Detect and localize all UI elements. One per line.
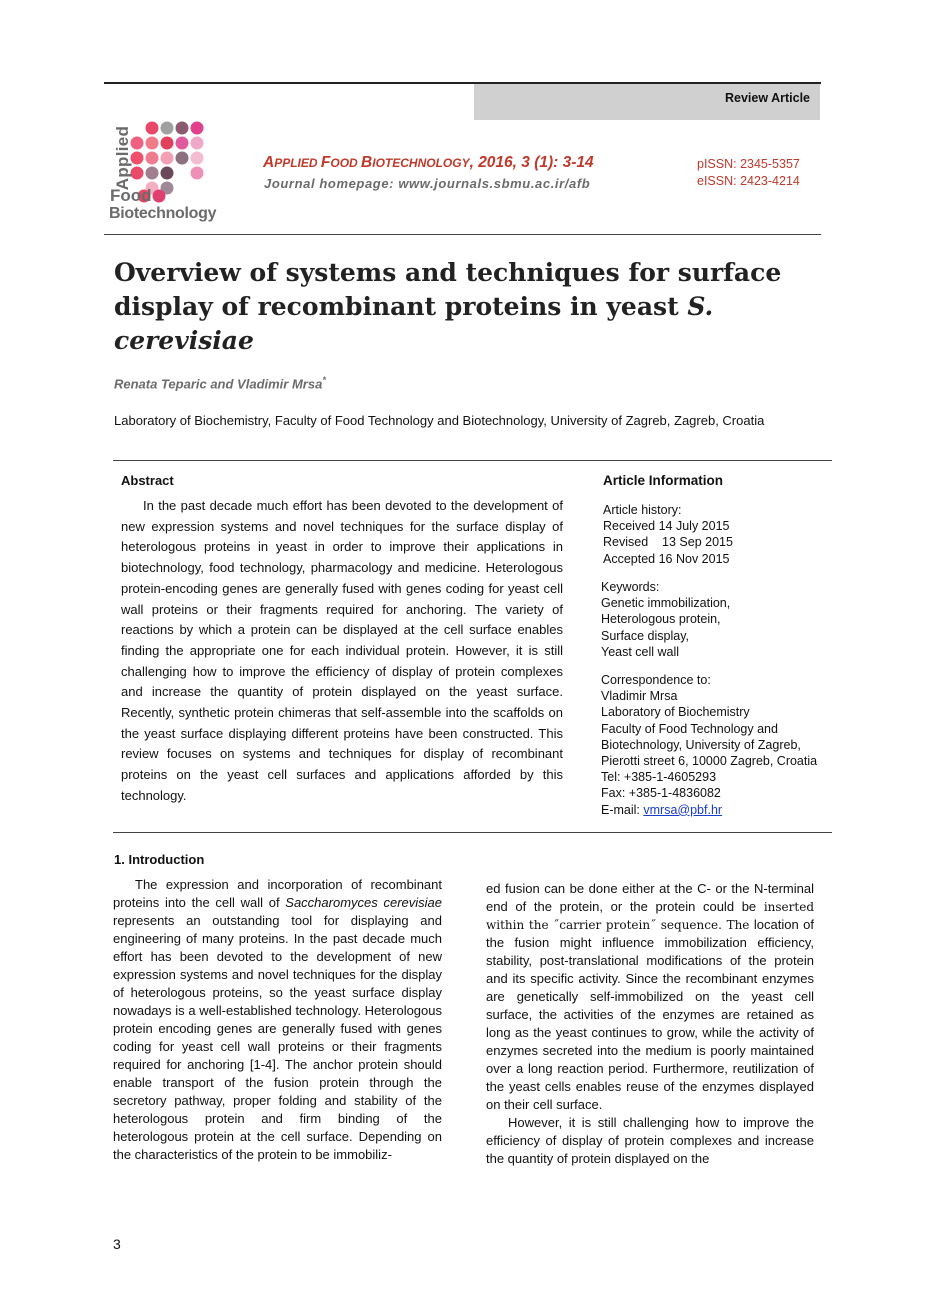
section-rule-top <box>113 460 832 461</box>
logo-wordmark-applied: Applied <box>113 125 132 191</box>
correspondence: Correspondence to: Vladimir Mrsa Laboratory of Biochemistry Faculty of Food Technology and Biotechnology, University of Zagreb, Pierotti street 6, 10000 Zagreb, Croatia Tel: +385-1-4605293 Fax: +385-1-4836082 E-mail: vmrsa@pbf.hr <box>601 673 818 817</box>
abstract-heading: Abstract <box>121 473 174 488</box>
introduction-heading: 1. Introduction <box>114 852 205 867</box>
issn-block <box>697 156 800 190</box>
title-species: S. cerevisiae <box>114 292 714 355</box>
logo-wordmark-biotechnology: Biotechnology <box>109 205 217 222</box>
keywords: Keywords: Genetic immobilization, Heterologous protein, Surface display, Yeast cell wall <box>601 580 731 659</box>
journal-citation: APPLIED FOOD BIOTECHNOLOGY, 2016, 3 (1): 3-14 <box>263 154 594 171</box>
keyword: Yeast cell wall <box>601 644 680 659</box>
eissn: eISSN: 2423-4214 <box>697 174 800 188</box>
article-type-band <box>474 84 820 120</box>
body-column-left <box>113 876 442 1164</box>
paragraph: The expression and incorporation of recombinant proteins into the cell wall of Saccharomyces cerevisiae represents an outstanding tool for displaying and engineering of many proteins. In the past decade much effort has been devoted to the development of new expression systems and novel techniques for the display of heterologous proteins, so the yeast surface display nowadays is a well-established technology. Heterologous protein encoding genes are generally fused with genes coding for yeast cell wall proteins or their fragments required for anchoring [1-4]. The anchor protein should enable transport of the fusion protein through the secretory pathway, proper folding and stability of the heterologous protein and firm binding of the heterologous protein at the cell surface. Depending on the characteristics of the protein to be immobiliz- <box>113 877 442 1162</box>
article-history: Article history: Received 14 July 2015 Revised 13 Sep 2015 Accepted 16 Nov 2015 <box>603 503 733 566</box>
logo-wordmark-food: Food <box>110 186 152 205</box>
header-rule <box>104 234 821 235</box>
paragraph: However, it is still challenging how to improve the efficiency of display of protein complexes and increase the quantity of protein displayed on the <box>486 1115 814 1166</box>
section-rule-bottom <box>113 832 832 833</box>
affiliation: Laboratory of Biochemistry, Faculty of Food Technology and Biotechnology, University of Zagreb, Zagreb, Croatia <box>114 413 765 428</box>
authors: Renata Teparic and Vladimir Mrsa* <box>114 375 326 392</box>
email-link[interactable]: vmrsa@pbf.hr <box>643 802 723 817</box>
body-column-right <box>486 880 814 1168</box>
keyword: Surface display, <box>601 628 690 643</box>
page-number: 3 <box>113 1236 121 1252</box>
corresponding-mark: * <box>322 375 326 385</box>
journal-homepage: Journal homepage: www.journals.sbmu.ac.ir/afb <box>264 176 591 191</box>
abstract-text: In the past decade much effort has been devoted to the development of new expression systems and novel techniques for the surface display of heterologous proteins in yeast in order to improve their applications in biotechnology, food technology, pharmacology and medicine. Heterologous protein-encoding genes are generally fused with genes coding for yeast cell wall proteins or their fragments required for anchoring. The variety of reactions by which a protein can be displayed at the cell surface enables finding the appropriate one for each individual protein. However, it is still challenging how to improve the efficiency of display of protein complexes and increase the quantity of protein displayed on the yeast surface. Recently, synthetic protein chimeras that self-assemble into the scaffolds on the yeast surface displaying different proteins have been constructed. This review focuses on systems and techniques for display of recombinant proteins on the yeast cell surfaces and applications afforded by this technology. <box>121 498 563 803</box>
keyword: Genetic immobilization, <box>601 596 731 611</box>
pissn: pISSN: 2345-5357 <box>697 157 800 171</box>
keyword: Heterologous protein, <box>601 612 721 627</box>
article-info-heading: Article Information <box>603 473 724 488</box>
paper-title: Overview of systems and techniques for surface display of recombinant proteins in yeast S. cerevisiae <box>114 258 782 355</box>
paragraph: ed fusion can be done either at the C- or the N-terminal end of the protein, or the protein could be inserted within the ˝carrier protein˝ sequence. The location of the fusion might influence immobilization efficiency, stability, post-translational modifications of the protein and its specific activity. Since the recombinant enzymes are genetically self-immobilized on the yeast cell surface, the activities of the enzymes are retained as long as the yeast continues to grow, while the activity of enzymes secreted into the medium is poorly maintained over a long reaction period. Furthermore, reutilization of the yeast cells enables reuse of the enzymes displayed on their cell surface. <box>486 881 815 1112</box>
article-type: Review Article <box>725 91 810 105</box>
